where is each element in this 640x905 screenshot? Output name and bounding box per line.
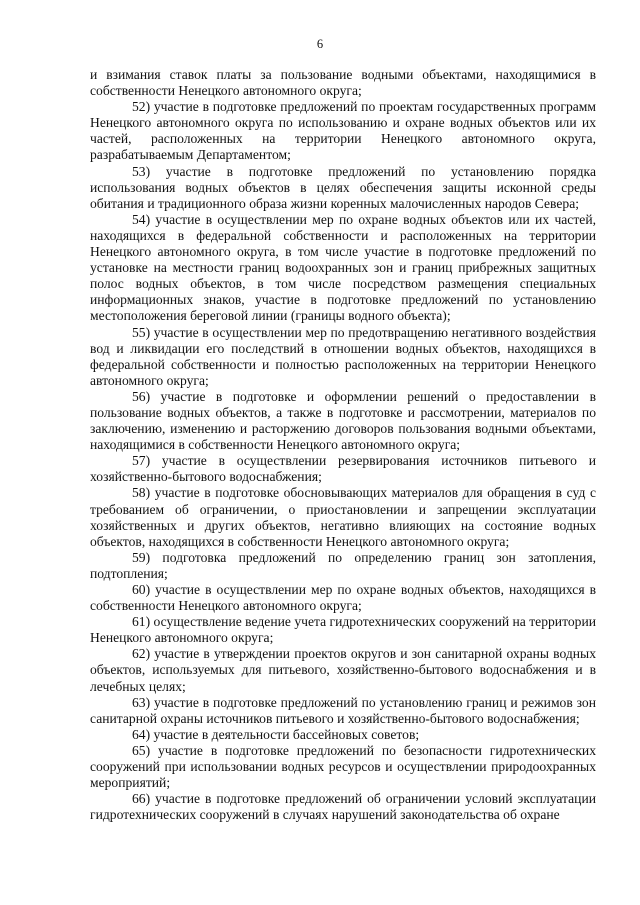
paragraph-item-56: 56) участие в подготовке и оформлении решений о предоставлении в пользование водных объектов, а также в подготовке и рассмотрении, материалов по заключению, изменению и расторжению договоров пользования водными объектами, находящимися в собственности Ненецкого автономного округа; bbox=[90, 388, 596, 453]
document-body bbox=[90, 67, 596, 823]
paragraph-item-53: 53) участие в подготовке предложений по установлению порядка использования водных объектов в целях обеспечения защиты исконной среды обитания и традиционного образа жизни коренных малочисленных народов Севера; bbox=[90, 163, 596, 211]
paragraph-item-54: 54) участие в осуществлении мер по охране водных объектов или их частей, находящихся в федеральной собственности и расположенных на территории Ненецкого автономного округа, в том числе участие в подготовке предложений по установке на местности границ водоохранных зон и границ прибрежных защитных полос водных объектов, в том числе посредством размещения специальных информационных знаков, участие в подготовке предложений по установлению местоположения береговой линии (границы водного объекта); bbox=[90, 211, 596, 324]
paragraph-item-52: 52) участие в подготовке предложений по проектам государственных программ Ненецкого автономного округа по использованию и охране водных объектов или их частей, расположенных на территории Ненецкого автономного округа, разрабатываемым Департаментом; bbox=[90, 99, 596, 163]
paragraph-item-63: 63) участие в подготовке предложений по установлению границ и режимов зон санитарной охраны источников питьевого и хозяйственно-бытового водоснабжения; bbox=[90, 694, 596, 726]
paragraph-item-64: 64) участие в деятельности бассейновых советов; bbox=[132, 726, 420, 742]
paragraph-item-55: 55) участие в осуществлении мер по предотвращению негативного воздействия вод и ликвидации его последствий в отношении водных объектов, находящихся в федеральной собственности и полностью расположенных на территории Ненецкого автономного округа; bbox=[90, 324, 596, 388]
paragraph-item-57: 57) участие в осуществлении резервирования источников питьевого и хозяйственно-бытового водоснабжения; bbox=[90, 453, 596, 485]
paragraph-item-58: 58) участие в подготовке обосновывающих материалов для обращения в суд с требованием об ограничении, о приостановлении и запрещении эксплуатации хозяйственных и других объектов, негативно влияющих на состояние водных объектов, находящихся в собственности Ненецкого автономного округа; bbox=[90, 485, 596, 549]
paragraph-item-65: 65) участие в подготовке предложений по безопасности гидротехнических сооружений при использовании водных ресурсов и осуществлении природоохранных мероприятий; bbox=[90, 742, 596, 791]
paragraph-item-66: 66) участие в подготовке предложений об ограничении условий эксплуатации гидротехнических сооружений в случаях нарушений законодательства об охране bbox=[90, 791, 596, 823]
page-number: 6 bbox=[316, 37, 324, 51]
paragraph-item-60: 60) участие в осуществлении мер по охране водных объектов, находящихся в собственности Ненецкого автономного округа; bbox=[90, 582, 596, 614]
paragraph-item-59: 59) подготовка предложений по определению границ зон затопления, подтопления; bbox=[90, 549, 596, 581]
paragraph-item-62: 62) участие в утверждении проектов округов и зон санитарной охраны водных объектов, используемых для питьевого, хозяйственно-бытового водоснабжения и в лечебных целях; bbox=[90, 646, 596, 694]
paragraph-continuation: и взимания ставок платы за пользование водными объектами, находящимися в собственности Ненецкого автономного округа; bbox=[90, 67, 596, 99]
paragraph-item-61: 61) осуществление ведение учета гидротехнических сооружений на территории Ненецкого автономного округа; bbox=[90, 614, 596, 646]
